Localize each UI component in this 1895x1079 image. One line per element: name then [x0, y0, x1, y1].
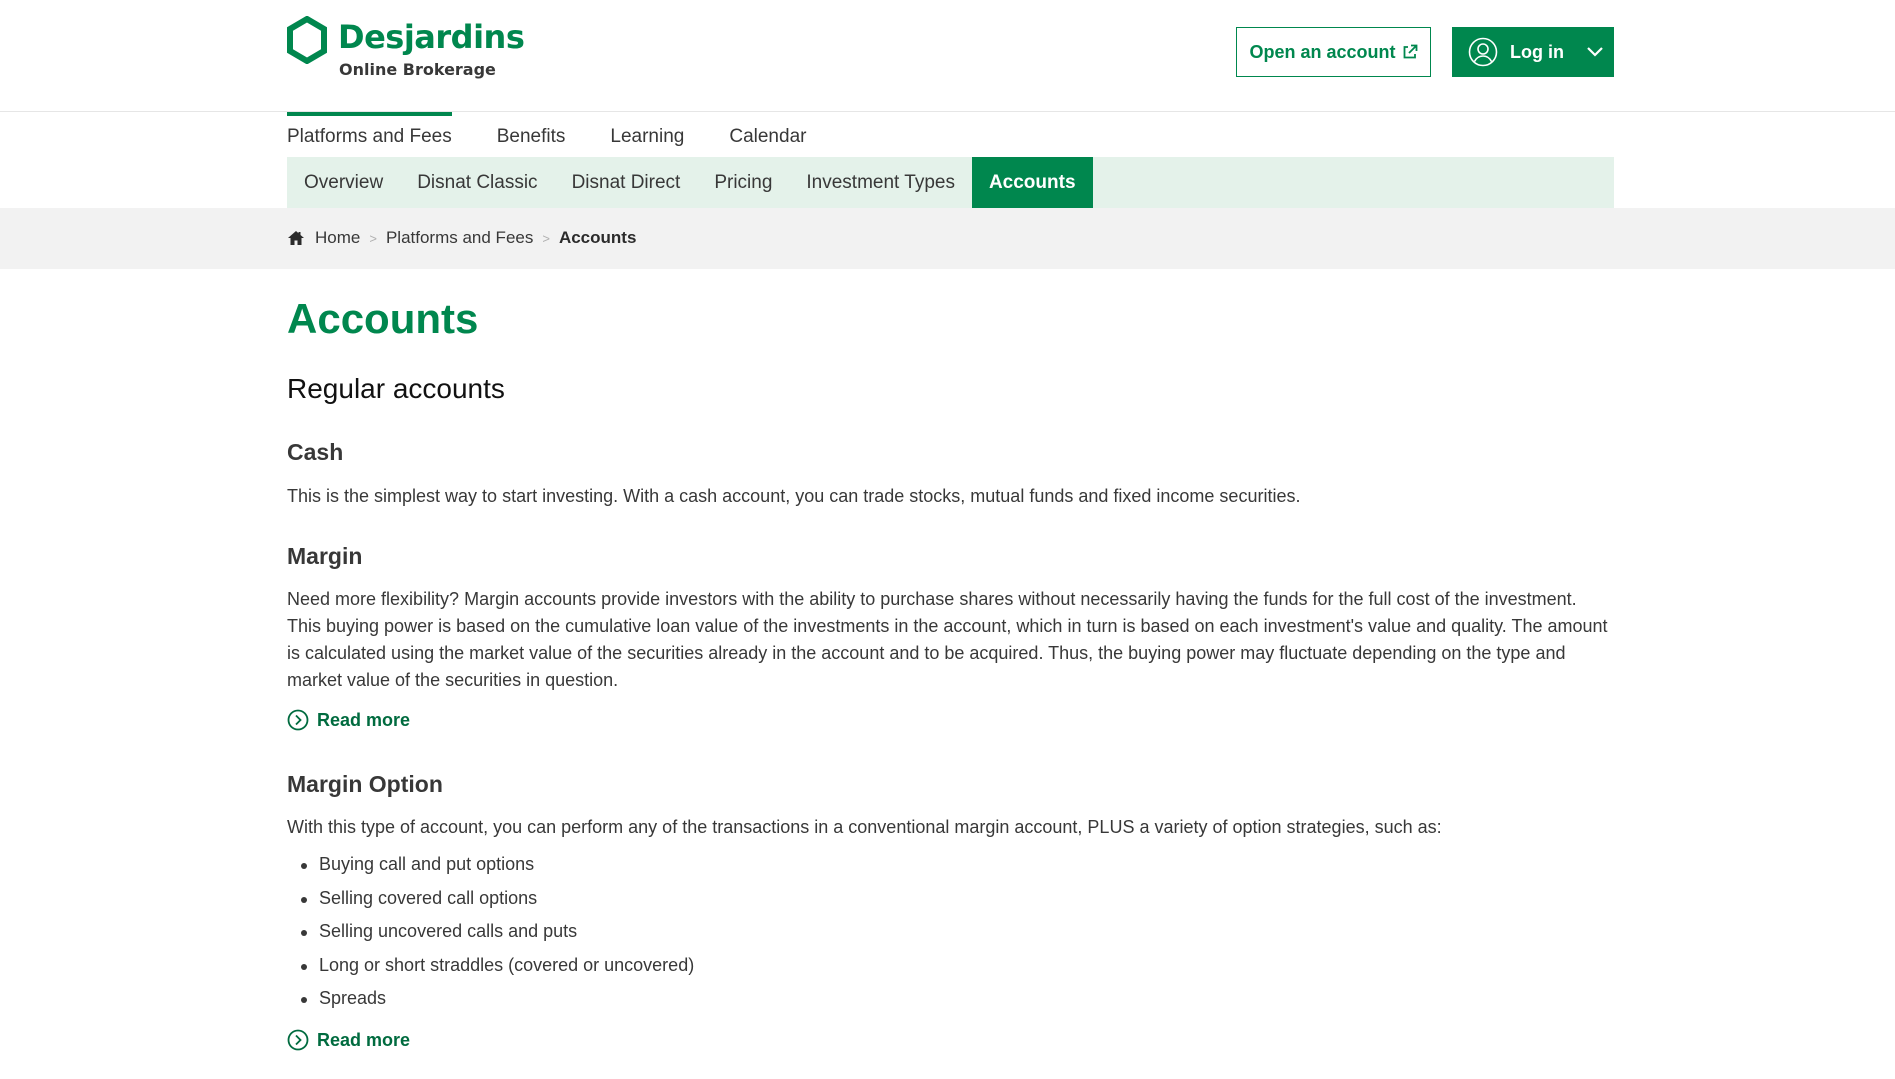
- main-nav-calendar[interactable]: Calendar: [729, 126, 807, 147]
- margin-read-more-label: Read more: [317, 709, 411, 730]
- margin-read-more-link[interactable]: [287, 709, 410, 731]
- brand-subtitle: Online Brokerage: [339, 60, 496, 79]
- cash-heading: Cash: [287, 439, 344, 465]
- chevron-circle-right-icon: [287, 1029, 309, 1051]
- sub-nav-disnat-classic[interactable]: Disnat Classic: [417, 171, 538, 193]
- list-item: Selling covered call options: [301, 882, 694, 916]
- sub-nav-investment-types[interactable]: Investment Types: [806, 171, 955, 193]
- sub-nav-accounts[interactable]: Accounts: [972, 157, 1093, 208]
- breadcrumb-current: Accounts: [558, 228, 637, 247]
- external-link-icon: [1402, 44, 1418, 60]
- margin-option-read-more-label: Read more: [317, 1029, 411, 1050]
- main-nav-platforms-and-fees[interactable]: Platforms and Fees: [287, 112, 452, 157]
- sub-nav-overview[interactable]: Overview: [304, 171, 384, 193]
- brand-name: Desjardins: [338, 18, 525, 56]
- open-account-button[interactable]: [1236, 27, 1431, 77]
- breadcrumb-bar: [0, 208, 1895, 269]
- home-icon[interactable]: [287, 230, 305, 246]
- margin-option-heading: Margin Option: [287, 771, 443, 797]
- breadcrumb: [287, 228, 636, 248]
- list-item: Long or short straddles (covered or uncovered): [301, 949, 694, 983]
- margin-option-read-more-link[interactable]: [287, 1029, 410, 1051]
- open-account-label: Open an account: [1249, 41, 1396, 62]
- option-strategies-list: [301, 848, 694, 1016]
- list-item: Buying call and put options: [301, 848, 694, 882]
- sub-nav-pricing[interactable]: Pricing: [714, 171, 773, 193]
- main-nav-benefits[interactable]: Benefits: [496, 126, 566, 147]
- page-title: Accounts: [287, 295, 479, 342]
- user-icon: [1468, 37, 1498, 67]
- login-label: Log in: [1510, 41, 1564, 62]
- margin-option-text: With this type of account, you can perform any of the transactions in a conventional margin account, PLUS a variety of option strategies, such as:: [287, 817, 1442, 837]
- section-title: Regular accounts: [287, 373, 505, 404]
- list-item: Selling uncovered calls and puts: [301, 915, 694, 949]
- login-button[interactable]: [1452, 27, 1614, 77]
- breadcrumb-separator-icon: >: [369, 230, 377, 246]
- breadcrumb-separator-icon: >: [542, 230, 550, 246]
- margin-heading: Margin: [287, 543, 363, 569]
- site-header: [0, 0, 1895, 112]
- main-nav-learning[interactable]: Learning: [610, 126, 685, 147]
- main-nav: [287, 112, 851, 157]
- chevron-down-icon: [1586, 46, 1604, 58]
- desjardins-logo[interactable]: [286, 16, 525, 80]
- cash-text: This is the simplest way to start investing. With a cash account, you can trade stocks, mutual funds and fixed income securities.: [287, 486, 1301, 506]
- breadcrumb-platforms-and-fees[interactable]: Platforms and Fees: [385, 228, 534, 247]
- hexagon-logo-icon: [286, 16, 328, 64]
- sub-nav-disnat-direct[interactable]: Disnat Direct: [571, 171, 681, 193]
- sub-nav: [287, 157, 1614, 208]
- margin-text: Need more flexibility? Margin accounts provide investors with the ability to purchase shares without necessarily having the funds for the full cost of the investment. This buying power is based on the cumulative loan value of the investments in the account, which in turn is based on each investment's value and quality. The amount is calculated using the market value of the securities already in the account and to be acquired. Thus, the buying power may fluctuate depending on the type and market value of the securities in question.: [287, 589, 1608, 690]
- chevron-circle-right-icon: [287, 709, 309, 731]
- list-item: Spreads: [301, 982, 694, 1016]
- breadcrumb-home[interactable]: Home: [315, 228, 361, 247]
